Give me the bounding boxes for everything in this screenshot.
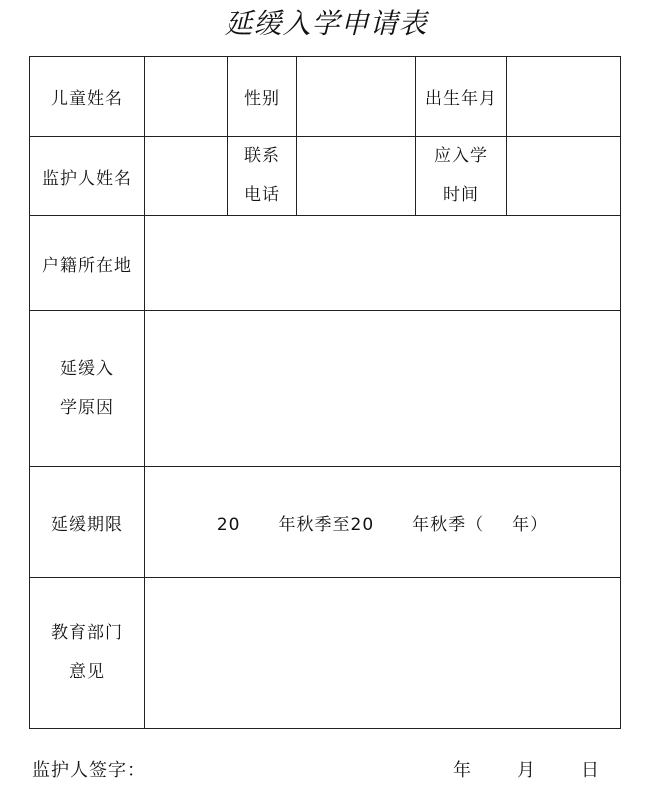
row-hukou xyxy=(30,216,621,311)
guardian-name-field[interactable] xyxy=(145,137,228,216)
birth-month-label: 出生年月 xyxy=(416,57,507,137)
hukou-location-field[interactable] xyxy=(145,216,621,311)
form-title: 延缓入学申请表 xyxy=(224,7,428,40)
guardian-signature-label: 监护人签字： xyxy=(32,760,146,781)
row-reason xyxy=(30,311,621,467)
gender-label: 性别 xyxy=(228,57,297,137)
reason-label xyxy=(30,311,145,467)
guardian-name-label: 监护人姓名 xyxy=(30,137,145,216)
edu-opinion-label-line1: 教育部门 xyxy=(51,623,123,643)
reason-label-line1: 延缓入 xyxy=(60,358,114,379)
period-field[interactable] xyxy=(145,467,621,578)
period-years-suffix: 年） xyxy=(512,514,549,535)
period-start-prefix: 20 xyxy=(216,514,241,535)
hukou-location-label: 户籍所在地 xyxy=(30,216,145,311)
signature-footer xyxy=(32,756,632,780)
period-end-suffix: 年秋季（ xyxy=(412,514,485,535)
child-name-label: 儿童姓名 xyxy=(30,57,145,137)
contact-phone-label-line1: 联系 xyxy=(244,146,280,166)
contact-phone-label-line2: 电话 xyxy=(244,185,280,205)
reason-label-line2: 学原因 xyxy=(60,397,114,418)
birth-month-field[interactable] xyxy=(507,57,621,137)
period-start-suffix: 年秋季至20 xyxy=(278,514,375,535)
application-form-table xyxy=(29,56,621,729)
reason-field[interactable] xyxy=(145,311,621,467)
signature-month-label: 月 xyxy=(517,760,535,781)
signature-day-label: 日 xyxy=(581,760,599,781)
contact-phone-label xyxy=(228,137,297,216)
enroll-time-label xyxy=(416,137,507,216)
row-guardian-info xyxy=(30,137,621,216)
enroll-time-label-line1: 应入学 xyxy=(434,146,488,166)
row-edu-opinion xyxy=(30,578,621,729)
edu-opinion-label xyxy=(30,578,145,729)
row-period xyxy=(30,467,621,578)
child-name-field[interactable] xyxy=(145,57,228,137)
period-label: 延缓期限 xyxy=(30,467,145,578)
gender-field[interactable] xyxy=(297,57,416,137)
edu-opinion-label-line2: 意见 xyxy=(69,662,105,682)
enroll-time-label-line2: 时间 xyxy=(443,185,479,205)
enroll-time-field[interactable] xyxy=(507,137,621,216)
contact-phone-field[interactable] xyxy=(297,137,416,216)
row-child-info xyxy=(30,57,621,137)
edu-opinion-field[interactable] xyxy=(145,578,621,729)
signature-year-label: 年 xyxy=(453,760,471,781)
